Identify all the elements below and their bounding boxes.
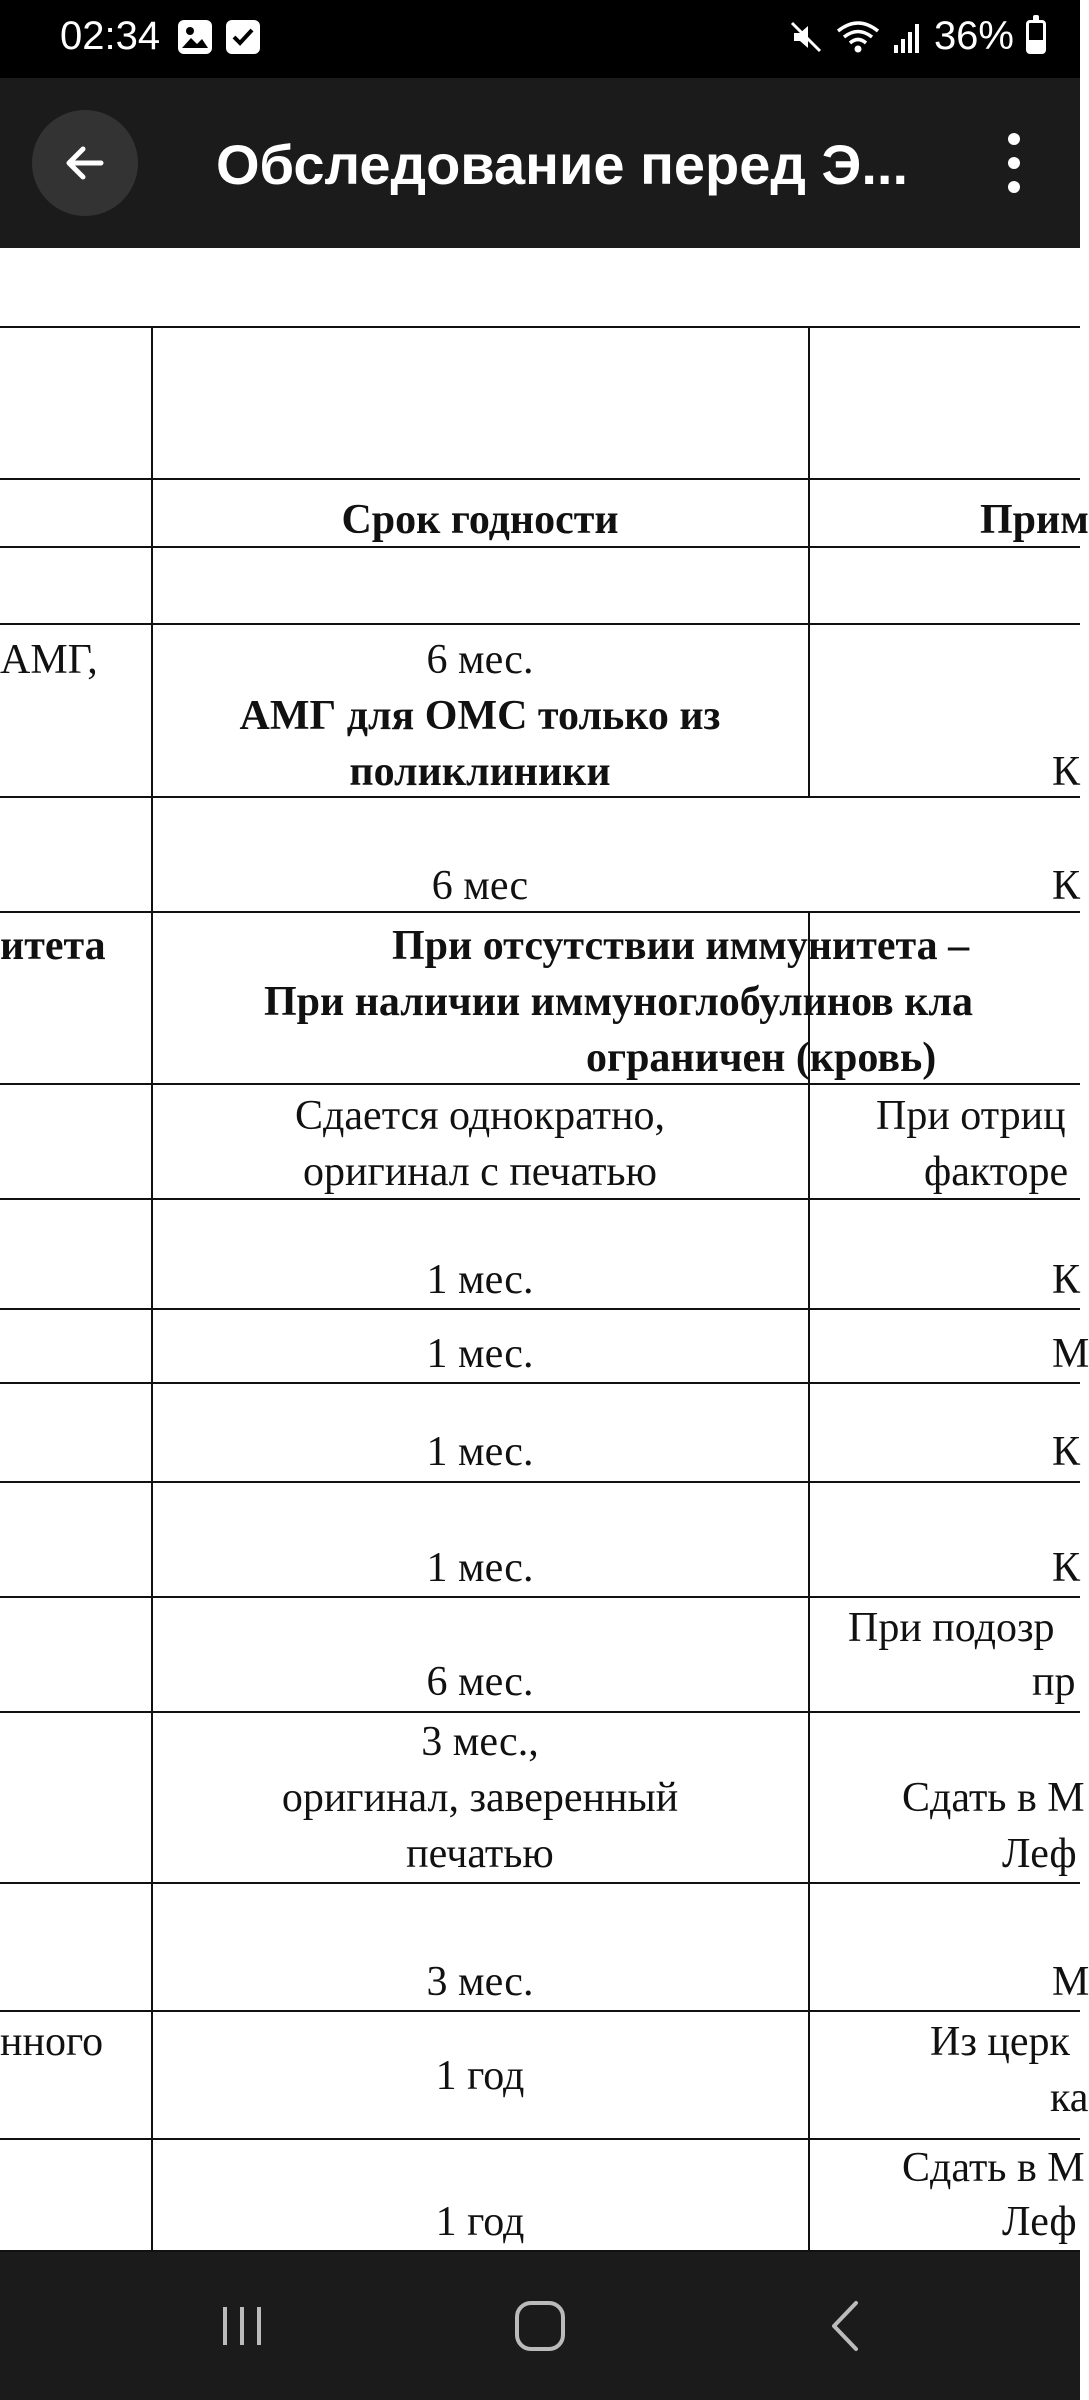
row-12-col0: нного: [0, 2019, 104, 2065]
more-options-button[interactable]: [994, 118, 1034, 208]
row-2-expiry: 6 мес: [431, 863, 529, 909]
row-immunity-line2: При наличии иммуноглобулинов кла: [264, 979, 973, 1025]
row-7-expiry: 1 мес.: [426, 1429, 534, 1475]
row-amg-expiry-line1: 6 мес.: [426, 637, 534, 683]
home-button[interactable]: [500, 2290, 580, 2362]
app-bar: [0, 78, 1080, 248]
row-immunity-line1: При отсутствии иммунитета –: [392, 923, 970, 969]
row-8-note: К: [1052, 1545, 1081, 1591]
row-9-note-line2: пр: [1032, 1659, 1076, 1705]
row-10-expiry-line3: печатью: [406, 1831, 554, 1877]
header-expiry: Срок годности: [341, 497, 619, 543]
row-11-note: М: [1052, 1959, 1089, 2005]
signal-icon: [892, 19, 922, 55]
more-vert-icon: [1008, 133, 1020, 145]
more-vert-dot: [1008, 181, 1020, 193]
recents-button[interactable]: [202, 2290, 282, 2362]
row-immunity-col0: итета: [0, 923, 106, 969]
battery-icon: [1026, 20, 1046, 54]
table-line: [0, 478, 1080, 480]
arrow-left-icon: [61, 139, 109, 187]
table-line: [0, 1481, 1080, 1483]
recents-icon: [217, 2301, 267, 2351]
row-9-note-line1: При подозр: [848, 1605, 1055, 1651]
mute-icon: [788, 19, 824, 55]
row-12-expiry: 1 год: [435, 2053, 525, 2099]
battery-fill: [1029, 40, 1043, 50]
row-4-expiry-line1: Сдается однократно,: [295, 1093, 665, 1139]
table-line: [0, 1711, 1080, 1713]
row-10-note-line1: Сдать в М: [902, 1775, 1085, 1821]
table-line: [0, 1382, 1080, 1384]
more-vert-dot: [1008, 157, 1020, 169]
page-title: Обследование перед Э...: [216, 133, 909, 196]
row-9-expiry: 6 мес.: [426, 1659, 534, 1705]
notification-icons: [178, 20, 260, 54]
row-amg-note: К: [1052, 749, 1081, 795]
row-12-note-line2: ка: [1050, 2075, 1089, 2121]
row-4-note-line2: факторе: [924, 1149, 1069, 1195]
table-line: [0, 326, 1080, 328]
table-line: [0, 1308, 1080, 1310]
table-line: [0, 1882, 1080, 1884]
row-4-note-line1: При отриц: [876, 1093, 1066, 1139]
status-right: [788, 14, 1046, 59]
back-button[interactable]: [32, 110, 138, 216]
battery-percent: 36%: [933, 14, 1014, 58]
table-col-line: [808, 326, 810, 796]
row-8-expiry: 1 мес.: [426, 1545, 534, 1591]
table-line: [0, 623, 1080, 625]
row-6-expiry: 1 мес.: [426, 1331, 534, 1377]
image-icon: [178, 20, 212, 54]
row-amg-col0: АМГ,: [0, 637, 98, 683]
navigation-bar: [0, 2252, 1080, 2400]
row-12-note-line1: Из церк: [930, 2019, 1070, 2065]
table-col-line: [808, 911, 810, 2252]
row-amg-expiry-line3: поликлиники: [349, 749, 611, 795]
status-time: 02:34: [60, 14, 161, 58]
header-notes: Прим: [980, 497, 1089, 543]
table-line: [0, 1596, 1080, 1598]
status-bar: [0, 0, 1080, 78]
check-icon: [226, 20, 260, 54]
row-5-note: К: [1052, 1257, 1081, 1303]
row-5-expiry: 1 мес.: [426, 1257, 534, 1303]
nav-back-icon: [826, 2299, 866, 2353]
row-7-note: К: [1052, 1429, 1081, 1475]
row-4-expiry-line2: оригинал с печатью: [303, 1149, 657, 1195]
table-line: [0, 2010, 1080, 2012]
nav-back-button[interactable]: [806, 2290, 886, 2362]
row-amg-expiry-line2: АМГ для ОМС только из: [239, 693, 721, 739]
document-view[interactable]: [0, 248, 1089, 2252]
row-10-expiry-line2: оригинал, заверенный: [281, 1775, 679, 1821]
row-13-note-line2: Леф: [1002, 2199, 1077, 2245]
row-10-note-line2: Леф: [1002, 1831, 1077, 1877]
wifi-icon: [836, 19, 880, 55]
home-icon: [513, 2299, 567, 2353]
row-immunity-line3: ограничен (кровь): [586, 1035, 937, 1081]
row-13-expiry: 1 год: [435, 2199, 525, 2245]
row-10-expiry-line1: 3 мес.,: [421, 1719, 539, 1765]
row-6-note: М: [1052, 1331, 1089, 1377]
row-13-note-line1: Сдать в М: [902, 2145, 1085, 2191]
row-11-expiry: 3 мес.: [426, 1959, 534, 2005]
row-2-note: К: [1052, 863, 1081, 909]
